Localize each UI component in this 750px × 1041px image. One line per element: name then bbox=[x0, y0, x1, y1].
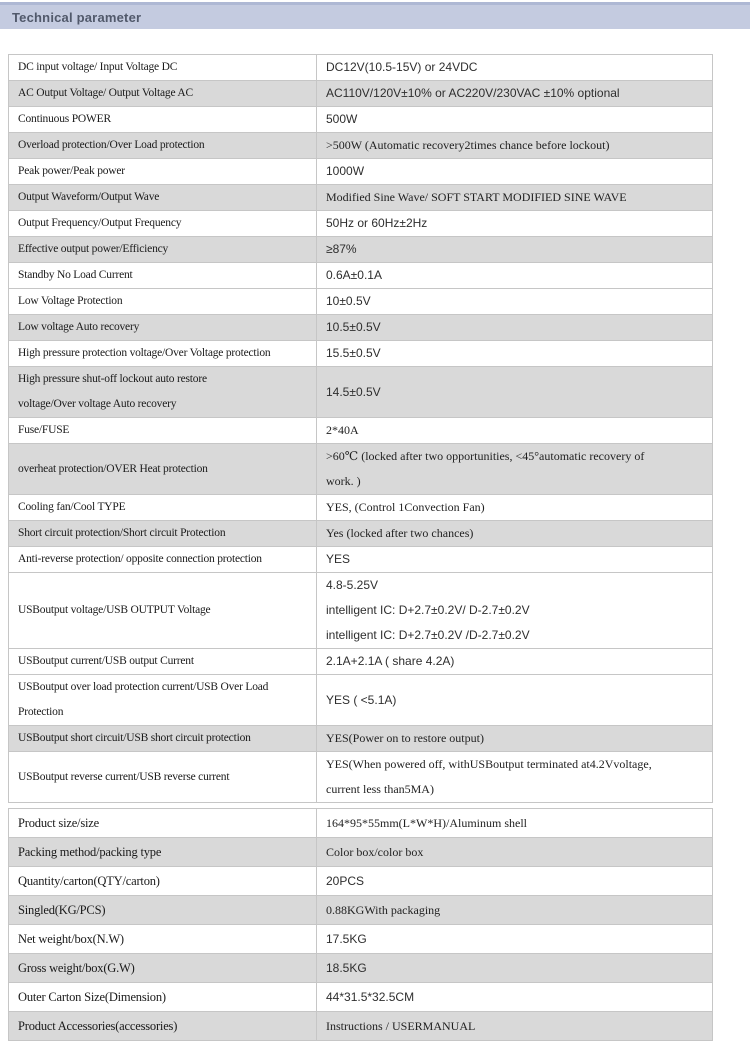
spec-row bbox=[9, 263, 713, 289]
spec-row bbox=[9, 107, 713, 133]
spec-value: ≥87% bbox=[317, 237, 713, 263]
spec-value: 15.5±0.5V bbox=[317, 341, 713, 367]
spec-row bbox=[9, 1012, 713, 1041]
spec-label: Standby No Load Current bbox=[9, 263, 317, 289]
spec-label: Fuse/FUSE bbox=[9, 418, 317, 444]
spec-row bbox=[9, 573, 713, 649]
spec-label: overheat protection/OVER Heat protection bbox=[9, 444, 317, 495]
spec-value: 4.8-5.25V intelligent IC: D+2.7±0.2V/ D-2.7±0.2V intelligent IC: D+2.7±0.2V /D-2.7±0.2V bbox=[317, 573, 713, 649]
spec-value: 0.6A±0.1A bbox=[317, 263, 713, 289]
spec-row bbox=[9, 418, 713, 444]
spec-label: USBoutput over load protection current/USB Over Load Protection bbox=[9, 675, 317, 726]
spec-value: 2*40A bbox=[317, 418, 713, 444]
spec-value: YES(Power on to restore output) bbox=[317, 726, 713, 752]
spec-value: 164*95*55mm(L*W*H)/Aluminum shell bbox=[317, 809, 713, 838]
packaging-parameter-table bbox=[8, 808, 713, 1041]
spec-row bbox=[9, 55, 713, 81]
spec-label: Packing method/packing type bbox=[9, 838, 317, 867]
section-header bbox=[0, 2, 750, 29]
spec-label: USBoutput reverse current/USB reverse current bbox=[9, 752, 317, 803]
spec-row bbox=[9, 547, 713, 573]
spec-row bbox=[9, 838, 713, 867]
spec-row bbox=[9, 367, 713, 418]
spec-value: 0.88KGWith packaging bbox=[317, 896, 713, 925]
spec-label: Net weight/box(N.W) bbox=[9, 925, 317, 954]
spec-label: High pressure protection voltage/Over Voltage protection bbox=[9, 341, 317, 367]
spec-label: Gross weight/box(G.W) bbox=[9, 954, 317, 983]
spec-label: Product Accessories(accessories) bbox=[9, 1012, 317, 1041]
spec-row bbox=[9, 925, 713, 954]
technical-parameter-table bbox=[8, 54, 713, 803]
spec-row bbox=[9, 726, 713, 752]
spec-value: DC12V(10.5-15V) or 24VDC bbox=[317, 55, 713, 81]
spec-value: 10.5±0.5V bbox=[317, 315, 713, 341]
spec-value: Color box/color box bbox=[317, 838, 713, 867]
spec-label: USBoutput short circuit/USB short circuit protection bbox=[9, 726, 317, 752]
spec-value: Instructions / USERMANUAL bbox=[317, 1012, 713, 1041]
spec-row bbox=[9, 185, 713, 211]
spec-row bbox=[9, 237, 713, 263]
spec-label: Outer Carton Size(Dimension) bbox=[9, 983, 317, 1012]
spec-label: Peak power/Peak power bbox=[9, 159, 317, 185]
spec-value: 18.5KG bbox=[317, 954, 713, 983]
spec-value: 50Hz or 60Hz±2Hz bbox=[317, 211, 713, 237]
spec-row bbox=[9, 81, 713, 107]
spec-value: >500W (Automatic recovery2times chance before lockout) bbox=[317, 133, 713, 159]
spec-value: YES bbox=[317, 547, 713, 573]
spec-row bbox=[9, 954, 713, 983]
spec-label: Effective output power/Efficiency bbox=[9, 237, 317, 263]
spec-row bbox=[9, 315, 713, 341]
spec-label: USBoutput voltage/USB OUTPUT Voltage bbox=[9, 573, 317, 649]
spec-value: 14.5±0.5V bbox=[317, 367, 713, 418]
spec-value: YES, (Control 1Convection Fan) bbox=[317, 495, 713, 521]
spec-label: Short circuit protection/Short circuit Protection bbox=[9, 521, 317, 547]
spec-label: Output Frequency/Output Frequency bbox=[9, 211, 317, 237]
spec-value: 20PCS bbox=[317, 867, 713, 896]
spec-row bbox=[9, 521, 713, 547]
spec-label: DC input voltage/ Input Voltage DC bbox=[9, 55, 317, 81]
spec-label: Quantity/carton(QTY/carton) bbox=[9, 867, 317, 896]
spec-value: 1000W bbox=[317, 159, 713, 185]
spec-row bbox=[9, 896, 713, 925]
spec-label: Low Voltage Protection bbox=[9, 289, 317, 315]
section-title: Technical parameter bbox=[12, 9, 142, 25]
spec-row bbox=[9, 444, 713, 495]
spec-row bbox=[9, 341, 713, 367]
spec-label: Cooling fan/Cool TYPE bbox=[9, 495, 317, 521]
spec-row bbox=[9, 649, 713, 675]
spec-row bbox=[9, 495, 713, 521]
spec-value: 500W bbox=[317, 107, 713, 133]
spec-row bbox=[9, 983, 713, 1012]
spec-label: Continuous POWER bbox=[9, 107, 317, 133]
spec-value: AC110V/120V±10% or AC220V/230VAC ±10% optional bbox=[317, 81, 713, 107]
spec-label: Product size/size bbox=[9, 809, 317, 838]
spec-row bbox=[9, 675, 713, 726]
spec-value: YES(When powered off, withUSBoutput terminated at4.2Vvoltage, current less than5MA) bbox=[317, 752, 713, 803]
spec-row bbox=[9, 867, 713, 896]
spec-label: Output Waveform/Output Wave bbox=[9, 185, 317, 211]
spec-row bbox=[9, 133, 713, 159]
spec-row bbox=[9, 159, 713, 185]
spec-label: AC Output Voltage/ Output Voltage AC bbox=[9, 81, 317, 107]
spec-label: Overload protection/Over Load protection bbox=[9, 133, 317, 159]
spec-label: Low voltage Auto recovery bbox=[9, 315, 317, 341]
spec-row bbox=[9, 211, 713, 237]
spec-value: YES ( <5.1A) bbox=[317, 675, 713, 726]
spec-label: Singled(KG/PCS) bbox=[9, 896, 317, 925]
spec-value: Yes (locked after two chances) bbox=[317, 521, 713, 547]
spec-value: 2.1A+2.1A ( share 4.2A) bbox=[317, 649, 713, 675]
spec-label: USBoutput current/USB output Current bbox=[9, 649, 317, 675]
spec-value: Modified Sine Wave/ SOFT START MODIFIED SINE WAVE bbox=[317, 185, 713, 211]
spec-row bbox=[9, 809, 713, 838]
spec-label: High pressure shut-off lockout auto restore voltage/Over voltage Auto recovery bbox=[9, 367, 317, 418]
spec-row bbox=[9, 752, 713, 803]
spec-value: 10±0.5V bbox=[317, 289, 713, 315]
spec-value: >60℃ (locked after two opportunities, <45°automatic recovery of work. ) bbox=[317, 444, 713, 495]
spec-value: 17.5KG bbox=[317, 925, 713, 954]
spec-row bbox=[9, 289, 713, 315]
spec-value: 44*31.5*32.5CM bbox=[317, 983, 713, 1012]
spec-label: Anti-reverse protection/ opposite connection protection bbox=[9, 547, 317, 573]
